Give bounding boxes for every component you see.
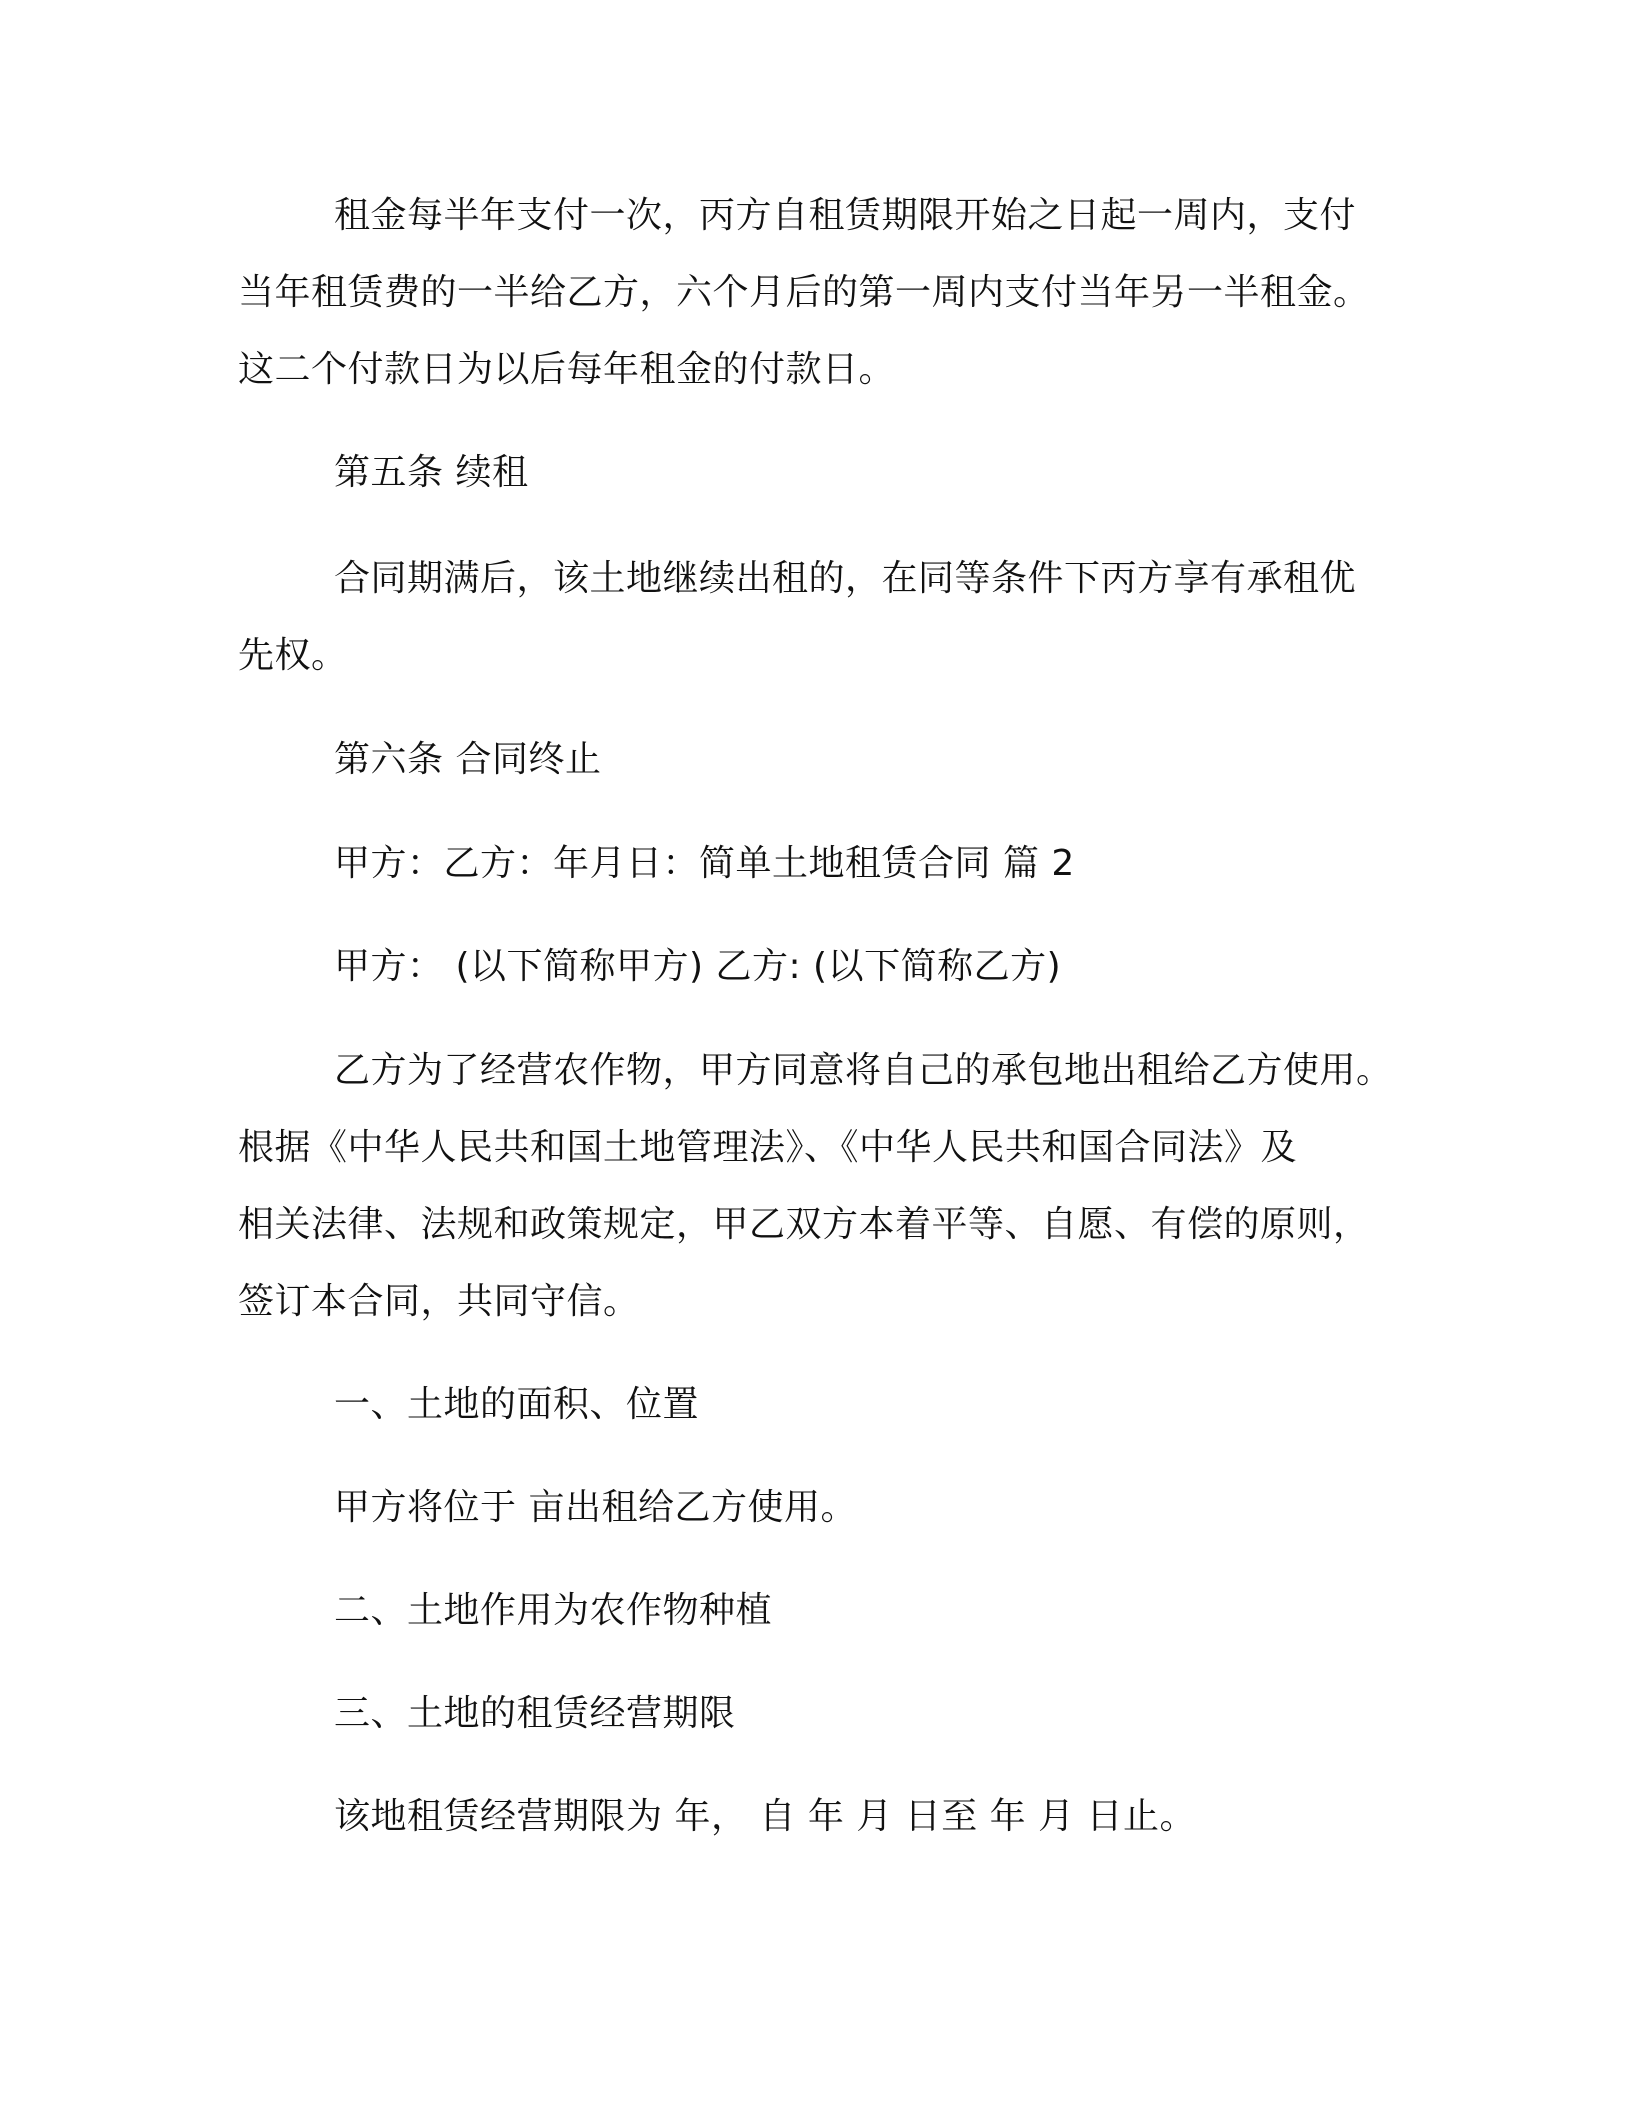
text-line: 甲方将位于 亩出租给乙方使用。 <box>334 1487 857 1528</box>
heading-text: 一、土地的面积、位置 <box>334 1384 700 1425</box>
section-3-heading <box>238 1675 1418 1752</box>
text-line: 甲方： (以下简称甲方) 乙方: (以下简称乙方) <box>334 946 1062 987</box>
text-line: 租金每半年支付一次，丙方自租赁期限开始之日起一周内，支付 <box>334 195 1357 236</box>
parties-line <box>238 928 1418 1005</box>
article-6-heading <box>238 721 1418 798</box>
heading-text: 二、土地作用为农作物种植 <box>334 1590 773 1631</box>
text-line: 当年租赁费的一半给乙方，六个月后的第一周内支付当年另一半租金。 <box>238 272 1370 313</box>
heading-text: 第五条 续租 <box>334 452 529 493</box>
text-line: 乙方为了经营农作物，甲方同意将自己的承包地出租给乙方使用。 <box>334 1050 1393 1091</box>
text-line: 先权。 <box>238 635 348 676</box>
article-5-heading <box>238 434 1418 511</box>
paragraph-rent-payment <box>238 177 1418 408</box>
heading-text: 第六条 合同终止 <box>334 739 602 780</box>
section-1-heading <box>238 1366 1418 1443</box>
section-1-body <box>238 1469 1418 1546</box>
section-2-heading <box>238 1572 1418 1649</box>
text-line: 合同期满后，该土地继续出租的，在同等条件下丙方享有承租优 <box>334 558 1357 599</box>
text-line: 甲方：乙方：年月日：简单土地租赁合同 篇 2 <box>334 843 1075 884</box>
signature-line <box>238 825 1418 902</box>
text-line: 根据《中华人民共和国土地管理法》、《中华人民共和国合同法》及 <box>238 1127 1298 1168</box>
text-line: 签订本合同，共同守信。 <box>238 1281 640 1322</box>
paragraph-article-5-body <box>238 540 1418 694</box>
paragraph-preamble <box>238 1032 1418 1340</box>
text-line: 该地租赁经营期限为 年， 自 年 月 日至 年 月 日止。 <box>334 1796 1197 1837</box>
heading-text: 三、土地的租赁经营期限 <box>334 1693 736 1734</box>
text-line: 这二个付款日为以后每年租金的付款日。 <box>238 349 896 390</box>
text-line: 相关法律、法规和政策规定，甲乙双方本着平等、自愿、有偿的原则， <box>238 1204 1370 1245</box>
section-3-body <box>238 1778 1418 1855</box>
